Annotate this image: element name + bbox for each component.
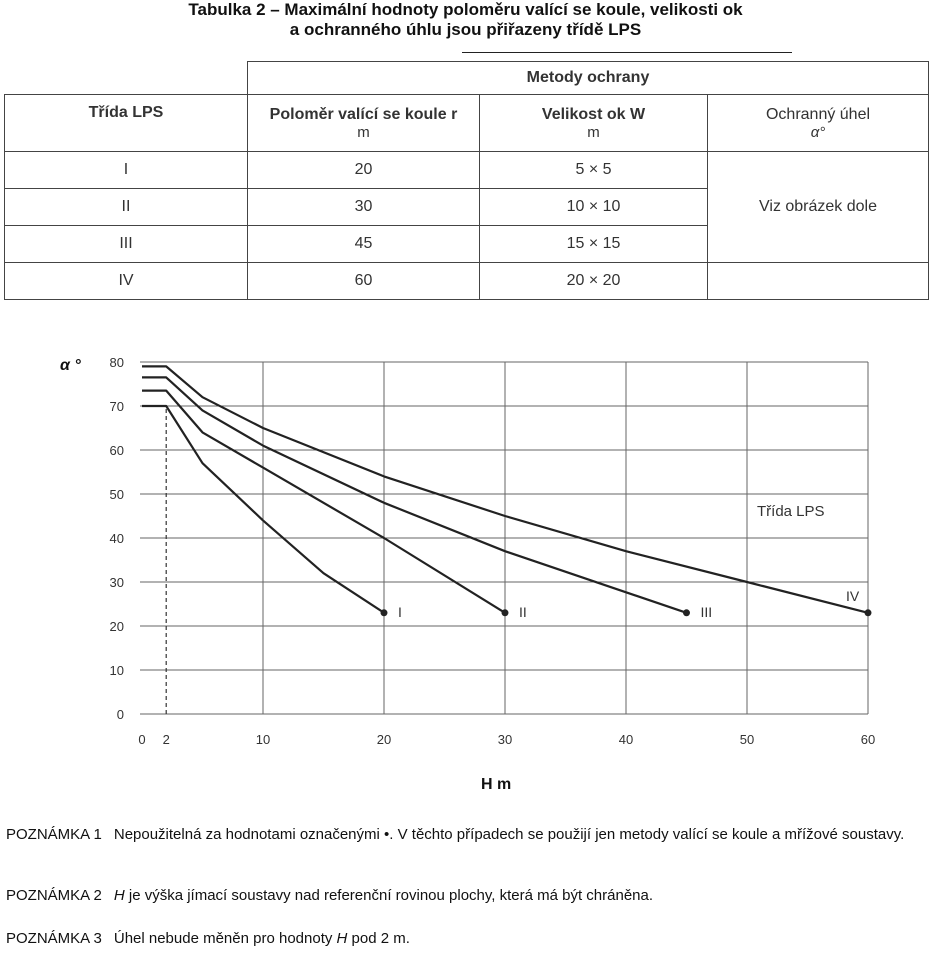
x-tick-label: 0 — [138, 732, 146, 747]
series-label-iv: IV — [846, 587, 860, 604]
header-mesh — [480, 95, 708, 152]
cell-angle-note: Viz obrázek dole — [708, 152, 929, 263]
header-mesh-unit: m — [587, 123, 600, 141]
cell-mesh: 20 × 20 — [480, 263, 708, 300]
y-tick-label: 80 — [109, 355, 124, 370]
cell-class: IV — [5, 263, 248, 300]
cell-radius: 60 — [248, 263, 480, 300]
cell-mesh: 5 × 5 — [480, 152, 708, 189]
note-3 — [6, 929, 926, 948]
y-tick-label: 30 — [109, 575, 124, 590]
cell-radius: 30 — [248, 189, 480, 226]
header-radius-label: Poloměr valící se koule r — [269, 105, 458, 123]
header-angle — [708, 95, 929, 152]
endpoint-marker-i — [381, 609, 388, 616]
header-class — [5, 95, 248, 152]
y-tick-label: 40 — [109, 531, 124, 546]
y-tick-label: 0 — [116, 707, 124, 722]
y-axis-label — [60, 357, 81, 374]
cell-class: II — [5, 189, 248, 226]
endpoint-marker-iii — [683, 609, 690, 616]
x-tick-label: 50 — [739, 732, 755, 747]
note-2-italic: H — [113, 887, 125, 904]
note-2-text: je výška jímací soustavy nad referenční rovinou plochy, která má být chráněna. — [124, 887, 654, 904]
series-label-ii: II — [519, 603, 527, 620]
y-axis-label-text: α ° — [60, 357, 81, 374]
note-2-label: POZNÁMKA 2 — [6, 887, 102, 904]
title-line-2: a ochranného úhlu jsou přiřazeny třídě LPS — [289, 20, 642, 39]
legend-title: Třída LPS — [757, 503, 825, 520]
group-header: Metody ochrany — [248, 62, 929, 95]
y-tick-label: 60 — [109, 443, 124, 458]
header-angle-label: Ochranný úhel — [765, 105, 871, 123]
table-corner — [5, 62, 248, 95]
y-tick-label: 10 — [109, 663, 124, 678]
header-angle-unit: α° — [810, 123, 826, 141]
table-title — [0, 0, 931, 40]
y-tick-label: 20 — [109, 619, 124, 634]
note-1-label: POZNÁMKA 1 — [6, 826, 102, 843]
y-tick-label: 50 — [109, 487, 124, 502]
cell-mesh: 15 × 15 — [480, 226, 708, 263]
header-class-label: Třída LPS — [88, 104, 164, 121]
cell-mesh: 10 × 10 — [480, 189, 708, 226]
note-3-label: POZNÁMKA 3 — [6, 930, 102, 947]
title-line-1: Tabulka 2 – Maximální hodnoty poloměru valící se koule, velikosti ok — [188, 0, 743, 19]
endpoint-marker-ii — [502, 609, 509, 616]
header-radius-unit: m — [357, 123, 370, 141]
chart-grid — [140, 362, 868, 714]
x-tick-label: 40 — [618, 732, 634, 747]
note-3-text: pod 2 m. — [347, 930, 410, 947]
chart-ticks — [110, 355, 876, 747]
cell-radius: 20 — [248, 152, 480, 189]
header-radius — [248, 95, 480, 152]
cell-angle-empty — [708, 263, 929, 300]
series-label-i: I — [398, 603, 402, 620]
title-underline — [462, 52, 792, 53]
protection-angle-chart — [0, 340, 931, 800]
note-1-text: Nepoužitelná za hodnotami označenými •. V těchto případech se použijí jen metody valící se koule a mřížové soustavy. — [113, 826, 905, 843]
cell-class: III — [5, 226, 248, 263]
x-tick-label: 60 — [860, 732, 876, 747]
series-line-ii — [142, 391, 505, 613]
x-tick-label: 20 — [376, 732, 392, 747]
note-3-pre: Úhel nebude měněn pro hodnoty — [113, 930, 337, 947]
lps-table — [4, 61, 929, 300]
endpoint-marker-iv — [865, 609, 872, 616]
x-tick-label: 30 — [497, 732, 513, 747]
note-2 — [6, 886, 926, 905]
x-tick-label: 10 — [255, 732, 271, 747]
x-axis-label: H m — [481, 776, 512, 793]
cell-radius: 45 — [248, 226, 480, 263]
series-label-iii: III — [700, 603, 713, 620]
header-mesh-label: Velikost ok W — [541, 105, 646, 123]
note-1 — [6, 825, 926, 844]
x-tick-label: 2 — [162, 732, 170, 747]
series-line-iii — [142, 377, 687, 612]
y-tick-label: 70 — [109, 399, 124, 414]
note-3-italic: H — [336, 930, 348, 947]
cell-class: I — [5, 152, 248, 189]
